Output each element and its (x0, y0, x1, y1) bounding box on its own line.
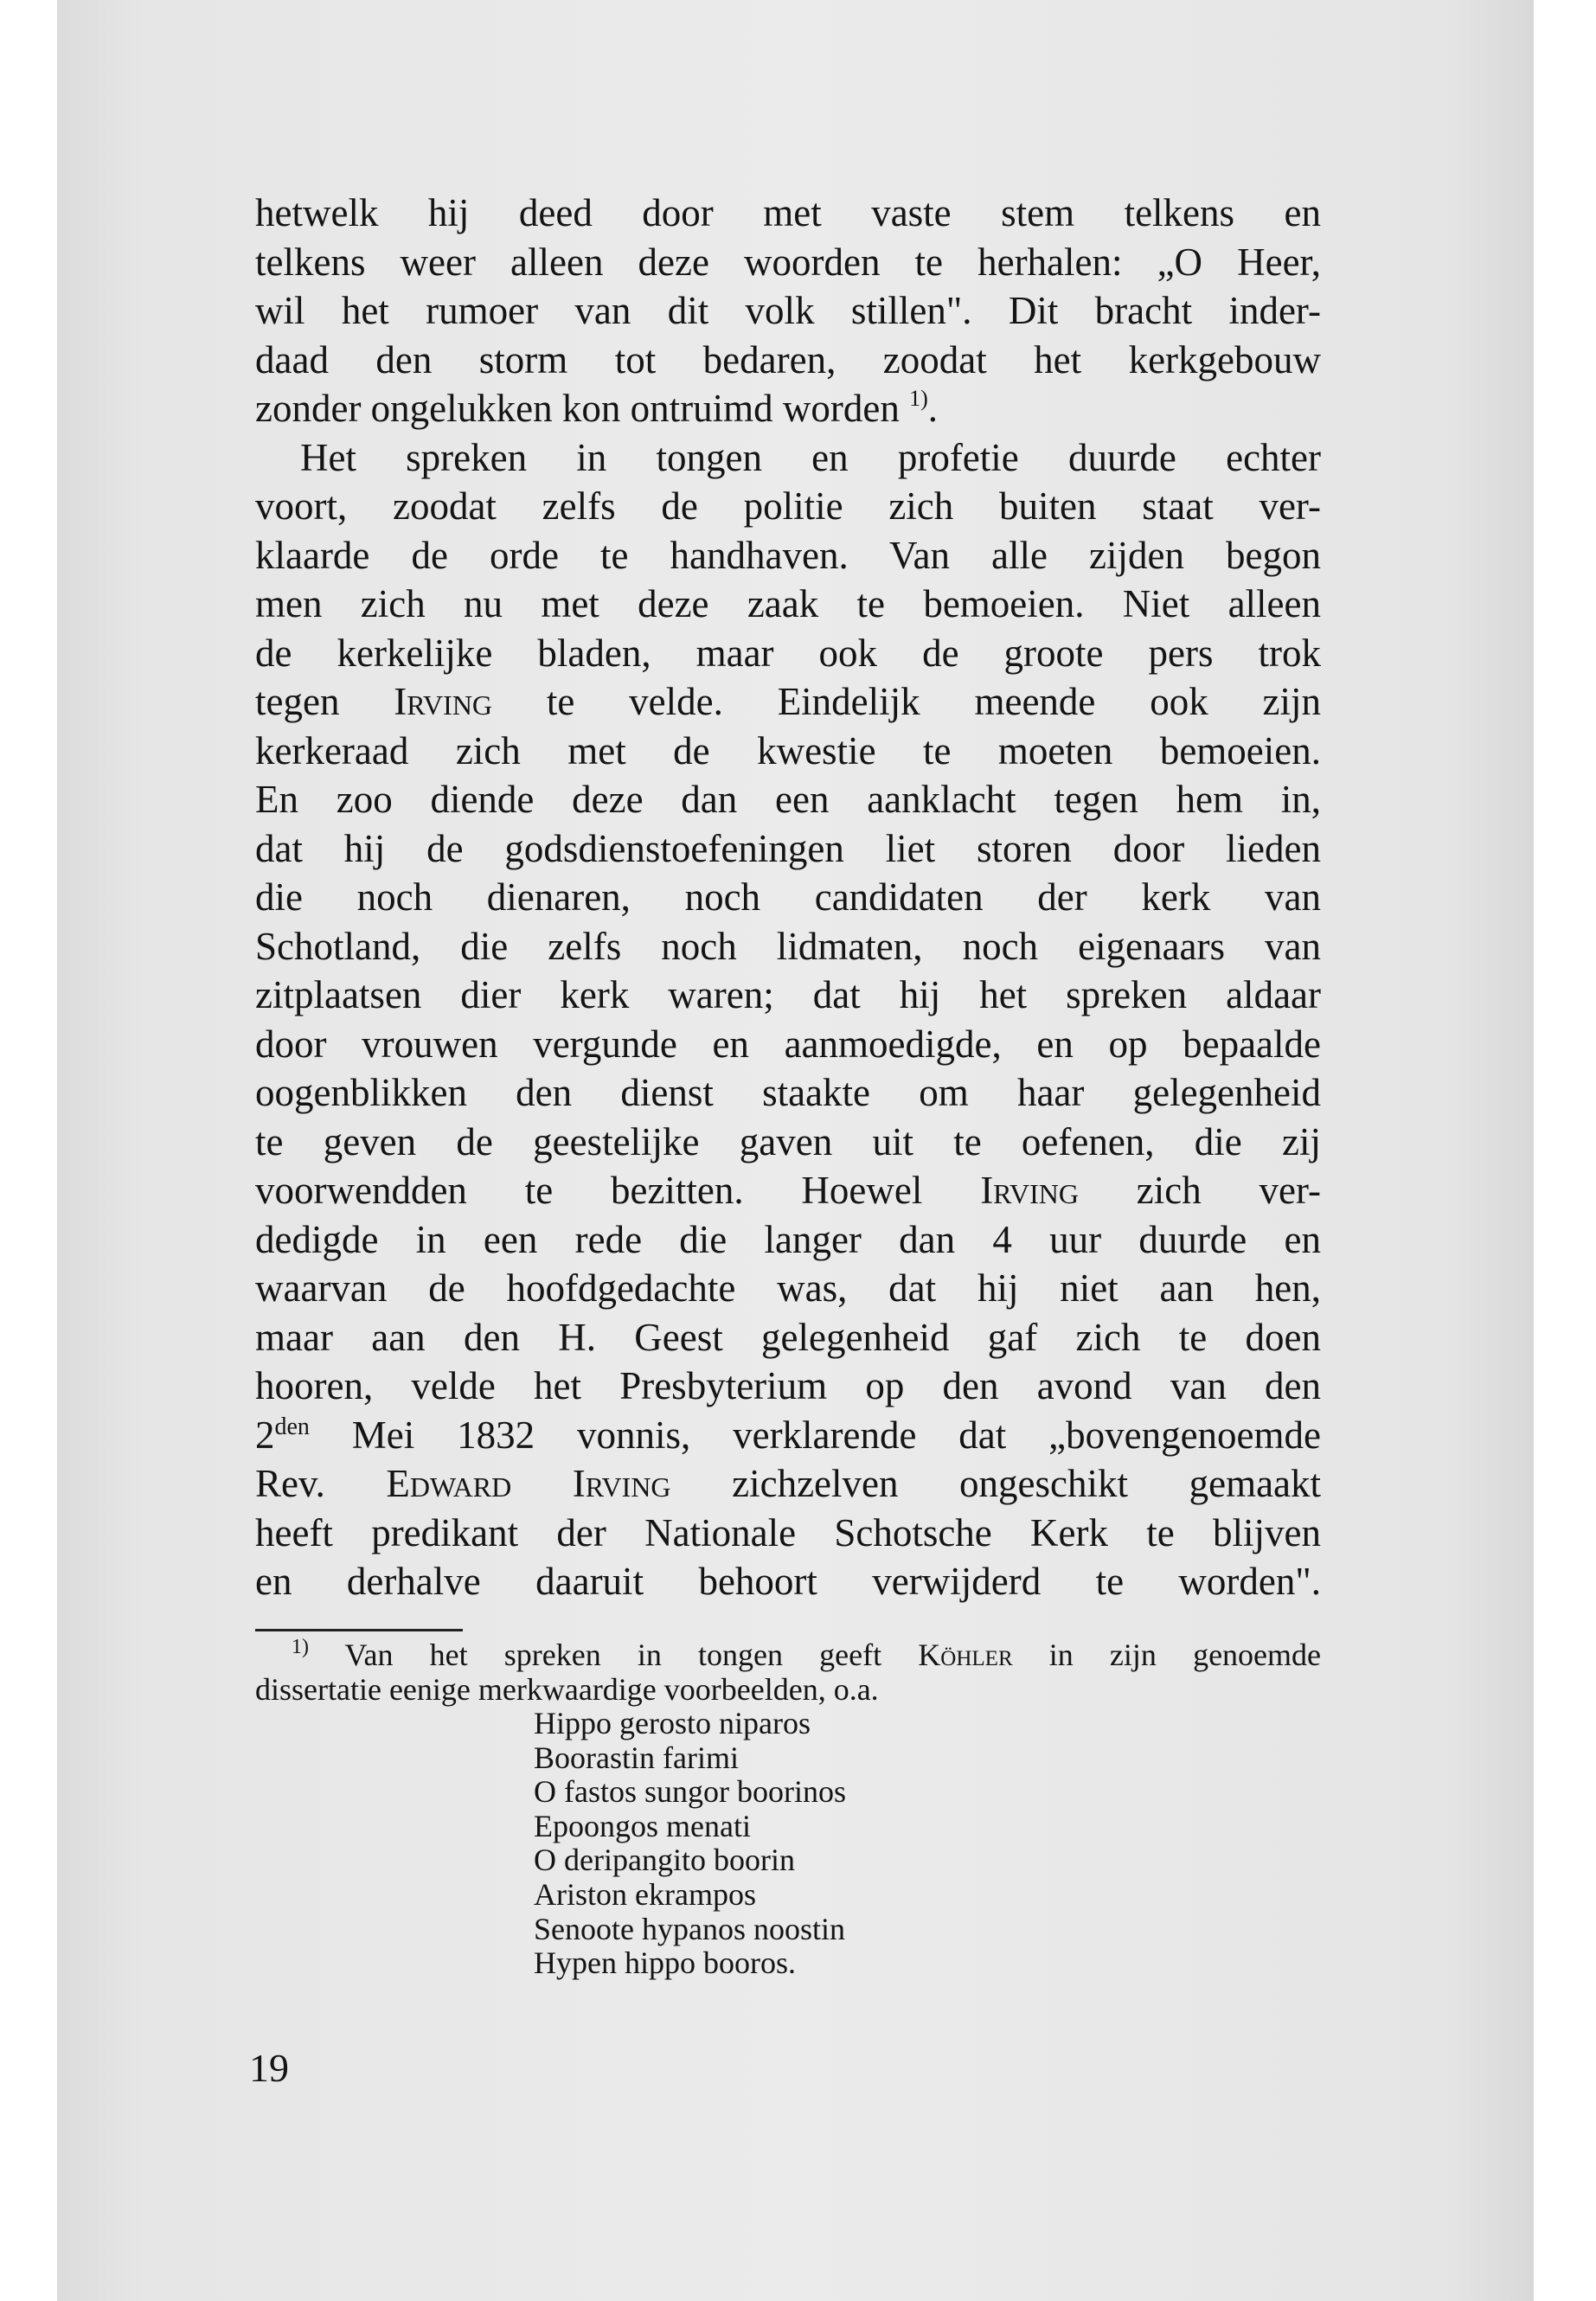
text-line: dedigde in een rede die langer dan 4 uur duurde en (255, 1217, 1321, 1261)
text-line: men zich nu met deze zaak te bemoeien. Niet alleen (255, 582, 1321, 625)
scan-margin-right (1534, 0, 1596, 2301)
example-line: Ariston ekrampos (534, 1876, 756, 1912)
footnote-line (255, 1638, 1321, 1672)
page-number: 19 (249, 2046, 289, 2090)
footnote-line-part: in zijn genoemde (1048, 1638, 1322, 1672)
text-line: dat hij de godsdienstoefeningen liet storen door lieden (255, 826, 1321, 870)
text-line (255, 677, 1321, 727)
text-line: hetwelk hij deed door met vaste stem telkens en (255, 191, 1321, 234)
text-line-part: Mei 1832 vonnis, verklarende dat „bovengenoemde (351, 1413, 1322, 1457)
text-line-part: voorwendden te bezitten. Hoewel (255, 1169, 923, 1212)
text-line: wil het rumoer van dit volk stillen". Dit bracht inder- (255, 289, 1321, 332)
text-line: daad den storm tot bedaren, zoodat het kerkgebouw (255, 337, 1321, 381)
text-line (255, 384, 1321, 433)
footnote-line-part: Van het spreken in tongen geeft (344, 1638, 882, 1672)
example-line: O fastos sungor boorinos (534, 1774, 846, 1810)
text-line: telkens weer alleen deze woorden te herhalen: „O Heer, (255, 240, 1321, 284)
text-line: oogenblikken den dienst staakte om haar gelegenheid (255, 1071, 1321, 1114)
text-line: maar aan den H. Geest gelegenheid gaf zich te doen (255, 1315, 1321, 1359)
footnote (255, 1638, 1321, 1707)
text-line: door vrouwen vergunde en aanmoedigde, en op bepaalde (255, 1022, 1321, 1066)
text-line: die noch dienaren, noch candidaten der kerk van (255, 875, 1321, 919)
person-name: Edward Irving (386, 1462, 671, 1505)
example-line: Senoote hypanos noostin (534, 1911, 845, 1946)
example-line: Boorastin farimi (534, 1740, 739, 1775)
example-line: Epoongos menati (534, 1808, 751, 1843)
body-text (255, 189, 1321, 1606)
text-line: Het spreken in tongen en profetie duurde echter (300, 435, 1321, 479)
footnote-line: dissertatie eenige merkwaardige voorbeelden, o.a. (255, 1672, 879, 1707)
text-line (255, 1459, 1321, 1509)
person-name: Irving (980, 1169, 1079, 1212)
text-line (255, 1411, 1321, 1460)
ordinal-suffix: den (274, 1413, 310, 1440)
text-line: heeft predikant der Nationale Schotsche Kerk te blijven (255, 1510, 1321, 1554)
text-line: hooren, velde het Presbyterium op den avond van den (255, 1364, 1321, 1407)
text-line-part: 2 (255, 1413, 275, 1457)
text-line: En zoo diende deze dan een aanklacht tegen hem in, (255, 778, 1321, 821)
text-line: klaarde de orde te handhaven. Van alle zijden begon (255, 533, 1321, 577)
text-line-part: . (927, 387, 939, 430)
text-line-part: te velde. Eindelijk meende ook zijn (546, 680, 1322, 723)
person-name: Irving (394, 680, 493, 723)
footnote-reference: 1) (909, 386, 928, 411)
text-line: kerkeraad zich met de kwestie te moeten bemoeien. (255, 728, 1321, 772)
text-line-part: zichzelven ongeschikt gemaakt (732, 1462, 1322, 1505)
text-line-part: zonder ongelukken kon ontruimd worden (255, 387, 900, 430)
text-line: en derhalve daaruit behoort verwijderd te worden". (255, 1560, 1321, 1603)
scan-margin-left (0, 0, 57, 2301)
footnote-divider (255, 1629, 463, 1631)
text-line: waarvan de hoofdgedachte was, dat hij niet aan hen, (255, 1266, 1321, 1310)
tongues-examples (534, 1707, 846, 1981)
example-line: O deripangito boorin (534, 1843, 795, 1878)
text-line: Schotland, die zelfs noch lidmaten, noch eigenaars van (255, 924, 1321, 968)
text-line: te geven de geestelijke gaven uit te oefenen, die zij (255, 1119, 1321, 1163)
footnote-marker: 1) (292, 1636, 309, 1658)
text-line-part: Rev. (255, 1462, 325, 1505)
text-line: de kerkelijke bladen, maar ook de groote pers trok (255, 631, 1321, 675)
text-line-part: zich ver- (1136, 1169, 1322, 1212)
text-line (255, 1166, 1321, 1215)
example-line: Hippo gerosto niparos (534, 1706, 811, 1740)
text-line: zitplaatsen dier kerk waren; dat hij het spreken aldaar (255, 973, 1321, 1016)
text-line: voort, zoodat zelfs de politie zich buiten staat ver- (255, 484, 1321, 528)
example-line: Hypen hippo booros. (534, 1945, 796, 1981)
text-line-part: tegen (255, 680, 340, 723)
person-name: Köhler (918, 1638, 1013, 1672)
